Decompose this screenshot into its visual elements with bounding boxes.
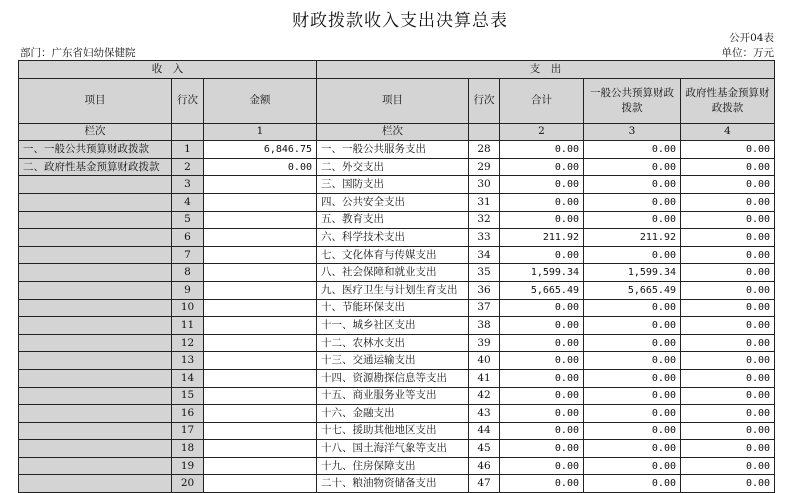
gov-fund-cell: 0.00	[681, 176, 775, 194]
table-row	[19, 352, 775, 370]
total-header: 合计	[500, 78, 584, 123]
table-row	[19, 369, 775, 387]
expense-item-cell: 五、教育支出	[317, 211, 469, 229]
expense-item-cell: 九、医疗卫生与计划生育支出	[317, 281, 469, 299]
income-line-cell: 1	[172, 141, 204, 159]
table-row	[19, 457, 775, 475]
expense-line-cell: 41	[469, 369, 500, 387]
expense-line-cell: 47	[469, 475, 500, 493]
gov-fund-cell: 0.00	[681, 229, 775, 247]
income-amount-cell	[204, 229, 317, 247]
expense-line-cell: 39	[469, 334, 500, 352]
expense-item-cell: 十六、金融支出	[317, 405, 469, 423]
table-row	[19, 422, 775, 440]
income-item-cell	[19, 387, 172, 405]
expense-item-cell: 二十、粮油物资储备支出	[317, 475, 469, 493]
income-line-cell: 9	[172, 281, 204, 299]
general-budget-cell: 0.00	[584, 158, 681, 176]
gov-fund-cell: 0.00	[681, 422, 775, 440]
expense-line-cell: 36	[469, 281, 500, 299]
income-amount-cell	[204, 193, 317, 211]
expense-col-label: 栏次	[317, 123, 469, 141]
general-budget-cell: 0.00	[584, 141, 681, 159]
expense-line-cell: 46	[469, 457, 500, 475]
gov-fund-cell: 0.00	[681, 475, 775, 493]
expense-line-cell: 37	[469, 299, 500, 317]
table-row	[19, 440, 775, 458]
general-budget-cell: 0.00	[584, 299, 681, 317]
report-title: 财政拨款收入支出决算总表	[292, 11, 508, 31]
expense-line-cell: 29	[469, 158, 500, 176]
general-budget-cell: 0.00	[584, 211, 681, 229]
expense-item-cell: 十四、资源勘探信息等支出	[317, 369, 469, 387]
income-item-cell	[19, 457, 172, 475]
expense-item-cell: 十九、住房保障支出	[317, 457, 469, 475]
income-item-cell	[19, 352, 172, 370]
income-item-cell	[19, 264, 172, 282]
gov-fund-header: 政府性基金预算财政拨款	[681, 78, 775, 123]
income-amount-cell	[204, 299, 317, 317]
general-budget-header: 一般公共预算财政拨款	[584, 78, 681, 123]
income-amount-cell	[204, 334, 317, 352]
income-amount-cell	[204, 246, 317, 264]
expense-line-cell: 45	[469, 440, 500, 458]
gov-fund-cell: 0.00	[681, 334, 775, 352]
expense-col-line-blank	[469, 123, 500, 141]
income-amount-header: 金额	[204, 78, 317, 123]
expense-item-cell: 十二、农林水支出	[317, 334, 469, 352]
general-budget-cell: 0.00	[584, 422, 681, 440]
general-budget-cell: 0.00	[584, 405, 681, 423]
general-budget-cell: 0.00	[584, 387, 681, 405]
income-amount-cell	[204, 475, 317, 493]
gov-fund-cell: 0.00	[681, 281, 775, 299]
income-item-cell	[19, 299, 172, 317]
table-row	[19, 158, 775, 176]
total-cell: 0.00	[500, 193, 584, 211]
gov-fund-cell: 0.00	[681, 352, 775, 370]
general-budget-cell: 0.00	[584, 457, 681, 475]
col-index-3: 3	[584, 123, 681, 141]
income-line-cell: 4	[172, 193, 204, 211]
table-row	[19, 211, 775, 229]
col-index-4: 4	[681, 123, 775, 141]
income-amount-cell	[204, 387, 317, 405]
expense-item-cell: 十三、交通运输支出	[317, 352, 469, 370]
income-item-cell	[19, 334, 172, 352]
income-amount-cell: 6,846.75	[204, 141, 317, 159]
income-item-cell: 一、一般公共预算财政拨款	[19, 141, 172, 159]
income-amount-cell: 0.00	[204, 158, 317, 176]
income-amount-cell	[204, 422, 317, 440]
total-cell: 0.00	[500, 211, 584, 229]
income-line-cell: 8	[172, 264, 204, 282]
general-budget-cell: 0.00	[584, 475, 681, 493]
total-cell: 0.00	[500, 369, 584, 387]
gov-fund-cell: 0.00	[681, 440, 775, 458]
expense-item-cell: 十一、城乡社区支出	[317, 317, 469, 335]
table-row	[19, 334, 775, 352]
expense-line-cell: 35	[469, 264, 500, 282]
total-cell: 0.00	[500, 422, 584, 440]
general-budget-cell: 0.00	[584, 440, 681, 458]
expense-line-cell: 43	[469, 405, 500, 423]
expense-item-cell: 十八、国土海洋气象等支出	[317, 440, 469, 458]
table-row	[19, 317, 775, 335]
general-budget-cell: 0.00	[584, 352, 681, 370]
total-cell: 5,665.49	[500, 281, 584, 299]
expense-item-cell: 六、科学技术支出	[317, 229, 469, 247]
income-amount-cell	[204, 317, 317, 335]
expense-item-cell: 三、国防支出	[317, 176, 469, 194]
income-line-cell: 12	[172, 334, 204, 352]
income-item-cell	[19, 176, 172, 194]
income-col-label: 栏次	[19, 123, 172, 141]
income-item-cell	[19, 281, 172, 299]
expense-line-cell: 28	[469, 141, 500, 159]
total-cell: 0.00	[500, 352, 584, 370]
total-cell: 0.00	[500, 405, 584, 423]
general-budget-cell: 211.92	[584, 229, 681, 247]
total-cell: 0.00	[500, 158, 584, 176]
gov-fund-cell: 0.00	[681, 141, 775, 159]
general-budget-cell: 0.00	[584, 317, 681, 335]
expense-line-cell: 38	[469, 317, 500, 335]
unit-label: 单位：万元	[721, 47, 774, 59]
income-amount-cell	[204, 369, 317, 387]
total-cell: 0.00	[500, 246, 584, 264]
total-cell: 0.00	[500, 387, 584, 405]
gov-fund-cell: 0.00	[681, 211, 775, 229]
income-line-cell: 18	[172, 440, 204, 458]
income-amount-cell	[204, 440, 317, 458]
income-col-line-blank	[172, 123, 204, 141]
gov-fund-cell: 0.00	[681, 387, 775, 405]
total-cell: 0.00	[500, 176, 584, 194]
col-index-1: 1	[204, 123, 317, 141]
section-header-row	[19, 61, 775, 79]
gov-fund-cell: 0.00	[681, 317, 775, 335]
total-cell: 0.00	[500, 440, 584, 458]
table-row	[19, 176, 775, 194]
income-line-cell: 20	[172, 475, 204, 493]
expense-item-cell: 二、外交支出	[317, 158, 469, 176]
income-line-cell: 17	[172, 422, 204, 440]
table-row	[19, 387, 775, 405]
expense-item-cell: 十、节能环保支出	[317, 299, 469, 317]
table-row	[19, 475, 775, 493]
income-line-cell: 7	[172, 246, 204, 264]
income-item-cell	[19, 475, 172, 493]
income-item-header: 项目	[19, 78, 172, 123]
expense-item-cell: 十五、商业服务业等支出	[317, 387, 469, 405]
expense-line-cell: 32	[469, 211, 500, 229]
expense-line-cell: 40	[469, 352, 500, 370]
expense-line-cell: 30	[469, 176, 500, 194]
income-amount-cell	[204, 211, 317, 229]
table-row	[19, 246, 775, 264]
income-line-cell: 13	[172, 352, 204, 370]
income-item-cell	[19, 211, 172, 229]
income-line-cell: 16	[172, 405, 204, 423]
gov-fund-cell: 0.00	[681, 264, 775, 282]
income-line-cell: 2	[172, 158, 204, 176]
gov-fund-cell: 0.00	[681, 457, 775, 475]
expense-item-cell: 四、公共安全支出	[317, 193, 469, 211]
income-line-cell: 11	[172, 317, 204, 335]
gov-fund-cell: 0.00	[681, 405, 775, 423]
gov-fund-cell: 0.00	[681, 158, 775, 176]
income-item-cell	[19, 405, 172, 423]
expense-line-header: 行次	[469, 78, 500, 123]
total-cell: 0.00	[500, 475, 584, 493]
budget-table	[18, 60, 775, 493]
income-amount-cell	[204, 457, 317, 475]
total-cell: 0.00	[500, 141, 584, 159]
expense-line-cell: 33	[469, 229, 500, 247]
expense-item-cell: 八、社会保障和就业支出	[317, 264, 469, 282]
total-cell: 0.00	[500, 317, 584, 335]
income-item-cell	[19, 193, 172, 211]
income-line-cell: 3	[172, 176, 204, 194]
table-row	[19, 299, 775, 317]
income-amount-cell	[204, 352, 317, 370]
income-line-cell: 15	[172, 387, 204, 405]
expense-line-cell: 42	[469, 387, 500, 405]
income-item-cell	[19, 440, 172, 458]
income-item-cell	[19, 422, 172, 440]
expense-item-cell: 一、一般公共服务支出	[317, 141, 469, 159]
income-section-header: 收 入	[19, 61, 317, 79]
gov-fund-cell: 0.00	[681, 369, 775, 387]
income-line-cell: 6	[172, 229, 204, 247]
general-budget-cell: 0.00	[584, 246, 681, 264]
general-budget-cell: 0.00	[584, 369, 681, 387]
income-line-header: 行次	[172, 78, 204, 123]
expense-item-cell: 七、文化体育与传媒支出	[317, 246, 469, 264]
general-budget-cell: 1,599.34	[584, 264, 681, 282]
department-label: 部门：广东省妇幼保健院	[20, 47, 136, 59]
table-row	[19, 193, 775, 211]
expense-line-cell: 34	[469, 246, 500, 264]
expense-line-cell: 44	[469, 422, 500, 440]
income-amount-cell	[204, 176, 317, 194]
income-item-cell	[19, 229, 172, 247]
table-row	[19, 281, 775, 299]
table-row	[19, 405, 775, 423]
income-amount-cell	[204, 281, 317, 299]
general-budget-cell: 0.00	[584, 176, 681, 194]
total-cell: 0.00	[500, 334, 584, 352]
income-line-cell: 5	[172, 211, 204, 229]
general-budget-cell: 0.00	[584, 334, 681, 352]
table-code: 公开04表	[729, 32, 774, 44]
income-item-cell: 二、政府性基金预算财政拨款	[19, 158, 172, 176]
column-header-row	[19, 78, 775, 123]
expense-item-header: 项目	[317, 78, 469, 123]
general-budget-cell: 0.00	[584, 193, 681, 211]
gov-fund-cell: 0.00	[681, 299, 775, 317]
total-cell: 211.92	[500, 229, 584, 247]
income-line-cell: 14	[172, 369, 204, 387]
general-budget-cell: 5,665.49	[584, 281, 681, 299]
income-line-cell: 19	[172, 457, 204, 475]
total-cell: 1,599.34	[500, 264, 584, 282]
income-amount-cell	[204, 405, 317, 423]
income-item-cell	[19, 246, 172, 264]
table-row	[19, 141, 775, 159]
total-cell: 0.00	[500, 299, 584, 317]
table-row	[19, 229, 775, 247]
table-row	[19, 264, 775, 282]
income-item-cell	[19, 317, 172, 335]
gov-fund-cell: 0.00	[681, 246, 775, 264]
expense-line-cell: 31	[469, 193, 500, 211]
col-index-2: 2	[500, 123, 584, 141]
expense-item-cell: 十七、援助其他地区支出	[317, 422, 469, 440]
income-amount-cell	[204, 264, 317, 282]
total-cell: 0.00	[500, 457, 584, 475]
income-line-cell: 10	[172, 299, 204, 317]
gov-fund-cell: 0.00	[681, 193, 775, 211]
income-item-cell	[19, 369, 172, 387]
expense-section-header: 支 出	[317, 61, 775, 79]
column-index-row	[19, 123, 775, 141]
